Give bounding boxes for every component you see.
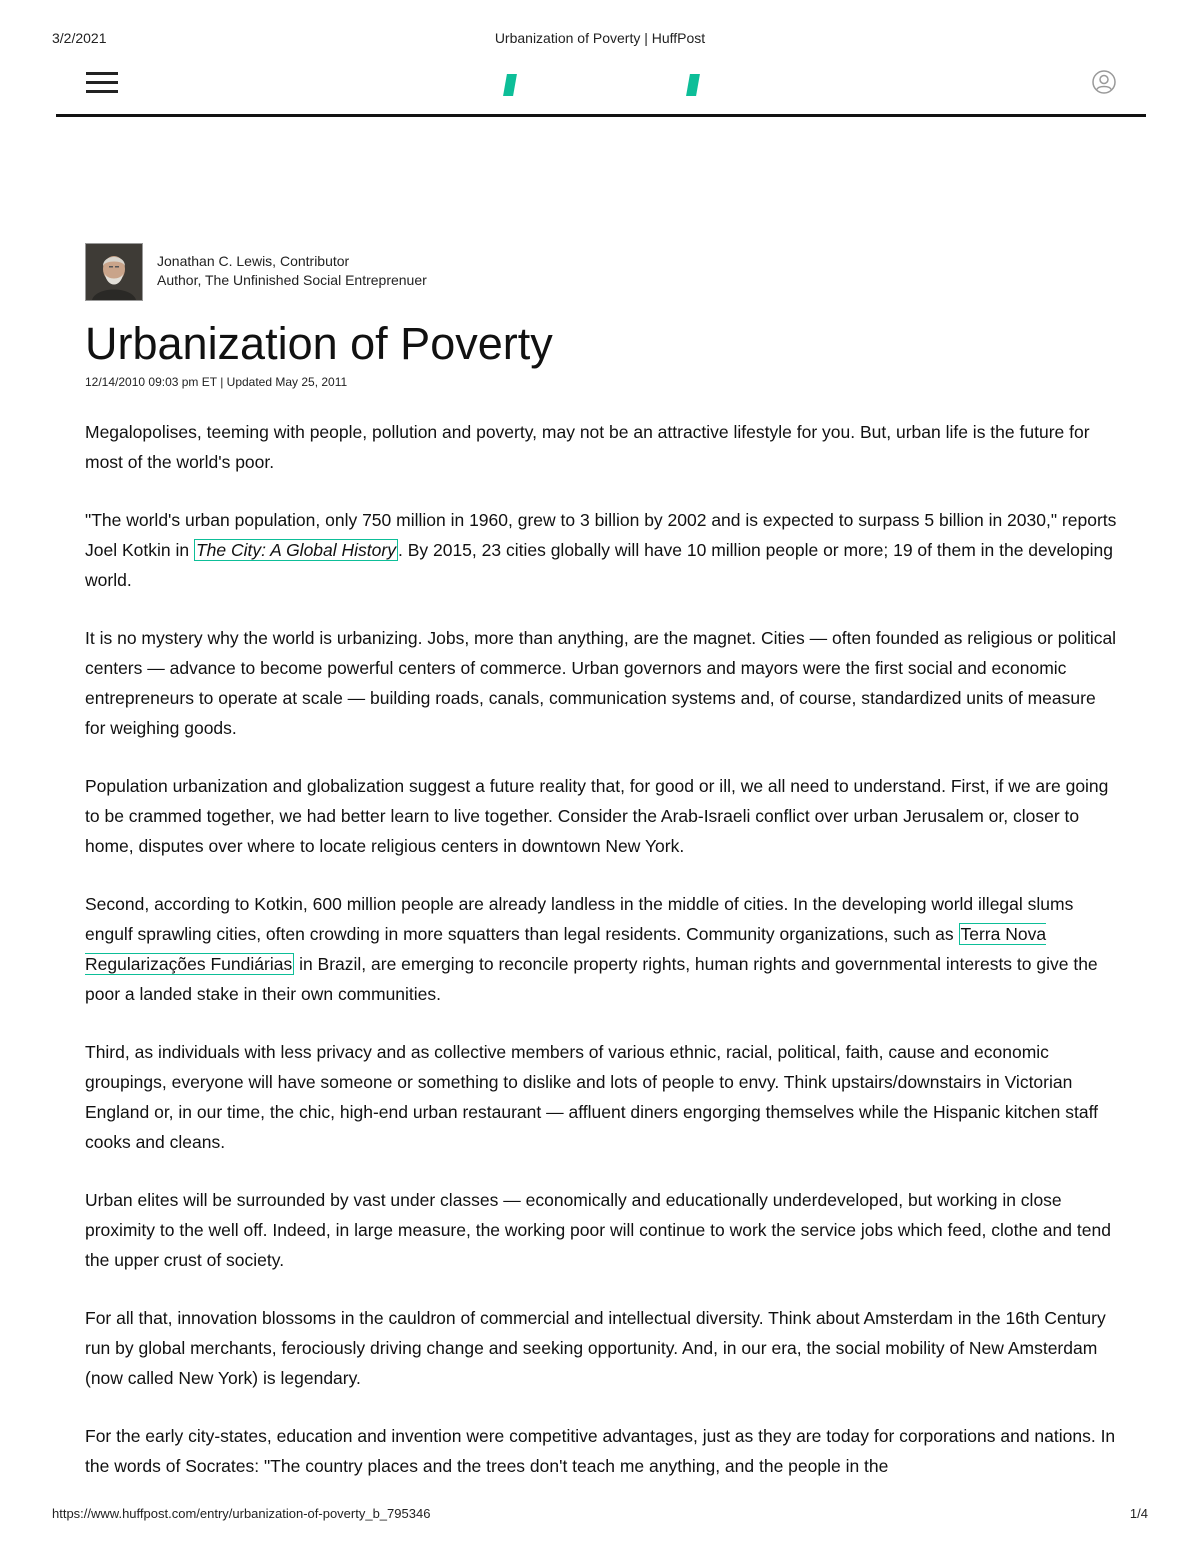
user-account-icon[interactable]: [1092, 70, 1116, 94]
paragraph-7: Urban elites will be surrounded by vast under classes — economically and educationally underdeveloped, but working in close proximity to the well off. Indeed, in large measure, the working poor will continue to work the service jobs which feed, clothe and tend the upper crust of society.: [85, 1190, 1111, 1270]
author-photo: [86, 244, 142, 300]
print-page-title: Urbanization of Poverty | HuffPost: [494, 30, 706, 46]
paragraph-2: [85, 505, 1120, 595]
paragraph-9: For the early city-states, education and invention were competitive advantages, just as they are today for corporations and nations. In the words of Socrates: "The country places and the trees don't teach me anything, and the people in the: [85, 1426, 1116, 1476]
article-title: Urbanization of Poverty: [85, 318, 553, 369]
logo-mark-left: [503, 74, 517, 96]
print-page-number: 1/4: [1129, 1506, 1148, 1521]
author-name[interactable]: Jonathan C. Lewis, Contributor: [157, 253, 350, 269]
paragraph-5-text-before: Second, according to Kotkin, 600 million people are already landless in the middle of cities. In the developing world illegal slums engulf sprawling cities, often crowding in more squatters than legal residents. Community organizations, such as: [85, 894, 1074, 944]
paragraph-2-text-after: . By 2015, 23 cities globally will have 10 million people or more; 19 of them in the developing world.: [85, 540, 1113, 590]
paragraph-2-text-before: "The world's urban population, only 750 million in 1960, grew to 3 billion by 2002 and is expected to surpass 5 billion in 2030," reports Joel Kotkin in: [85, 510, 1117, 560]
paragraph-5-text-after: in Brazil, are emerging to reconcile property rights, human rights and governmental interests to give the poor a landed stake in their own communities.: [85, 954, 1098, 1004]
article-body: [85, 417, 1120, 1509]
paragraph-8: For all that, innovation blossoms in the cauldron of commercial and intellectual diversity. Think about Amsterdam in the 16th Century run by global merchants, ferociously driving change and seeking opportunity. And, in our era, the social mobility of New Amsterdam (now called New York) is legendary.: [85, 1308, 1106, 1388]
paragraph-5: [85, 889, 1120, 1009]
author-role: Author, The Unfinished Social Entreprenuer: [157, 272, 427, 288]
site-header: [56, 62, 1146, 117]
print-header: [52, 30, 1148, 48]
paragraph-3: It is no mystery why the world is urbanizing. Jobs, more than anything, are the magnet. Cities — often founded as religious or political centers — advance to become powerful centers of commerce. Urban governors and mayors were the first social and economic entrepreneurs to operate at scale — building roads, canals, communication systems and, of course, standardized units of measure for weighing goods.: [85, 628, 1117, 738]
book-link-the-city[interactable]: The City: A Global History: [195, 540, 396, 560]
paragraph-4: Population urbanization and globalization suggest a future reality that, for good or ill, we all need to understand. First, if we are going to be crammed together, we had better learn to live together. Consider the Arab-Israeli conflict over urban Jerusalem or, closer to home, disputes over where to locate religious centers in downtown New York.: [85, 776, 1109, 856]
logo-mark-right: [686, 74, 700, 96]
terra-nova-link[interactable]: Terra Nova Regularizações Fundiárias: [85, 924, 1047, 974]
print-footer: [52, 1506, 1148, 1524]
hamburger-menu-icon[interactable]: [86, 72, 118, 96]
print-url: https://www.huffpost.com/entry/urbanization-of-poverty_b_795346: [52, 1506, 431, 1521]
article-timestamp: 12/14/2010 09:03 pm ET | Updated May 25, 2011: [85, 375, 348, 389]
paragraph-6: Third, as individuals with less privacy and as collective members of various ethnic, racial, political, faith, cause and economic groupings, everyone will have someone or something to dislike and lots of people to envy. Think upstairs/downstairs in Victorian England or, in our time, the chic, high-end urban restaurant — affluent diners engorging themselves while the Hispanic kitchen staff cooks and cleans.: [85, 1042, 1098, 1152]
author-avatar[interactable]: [85, 243, 143, 301]
huffpost-logo[interactable]: [502, 74, 702, 98]
paragraph-1: Megalopolises, teeming with people, pollution and poverty, may not be an attractive lifestyle for you. But, urban life is the future for most of the world's poor.: [85, 422, 1090, 472]
print-date: 3/2/2021: [52, 30, 107, 46]
